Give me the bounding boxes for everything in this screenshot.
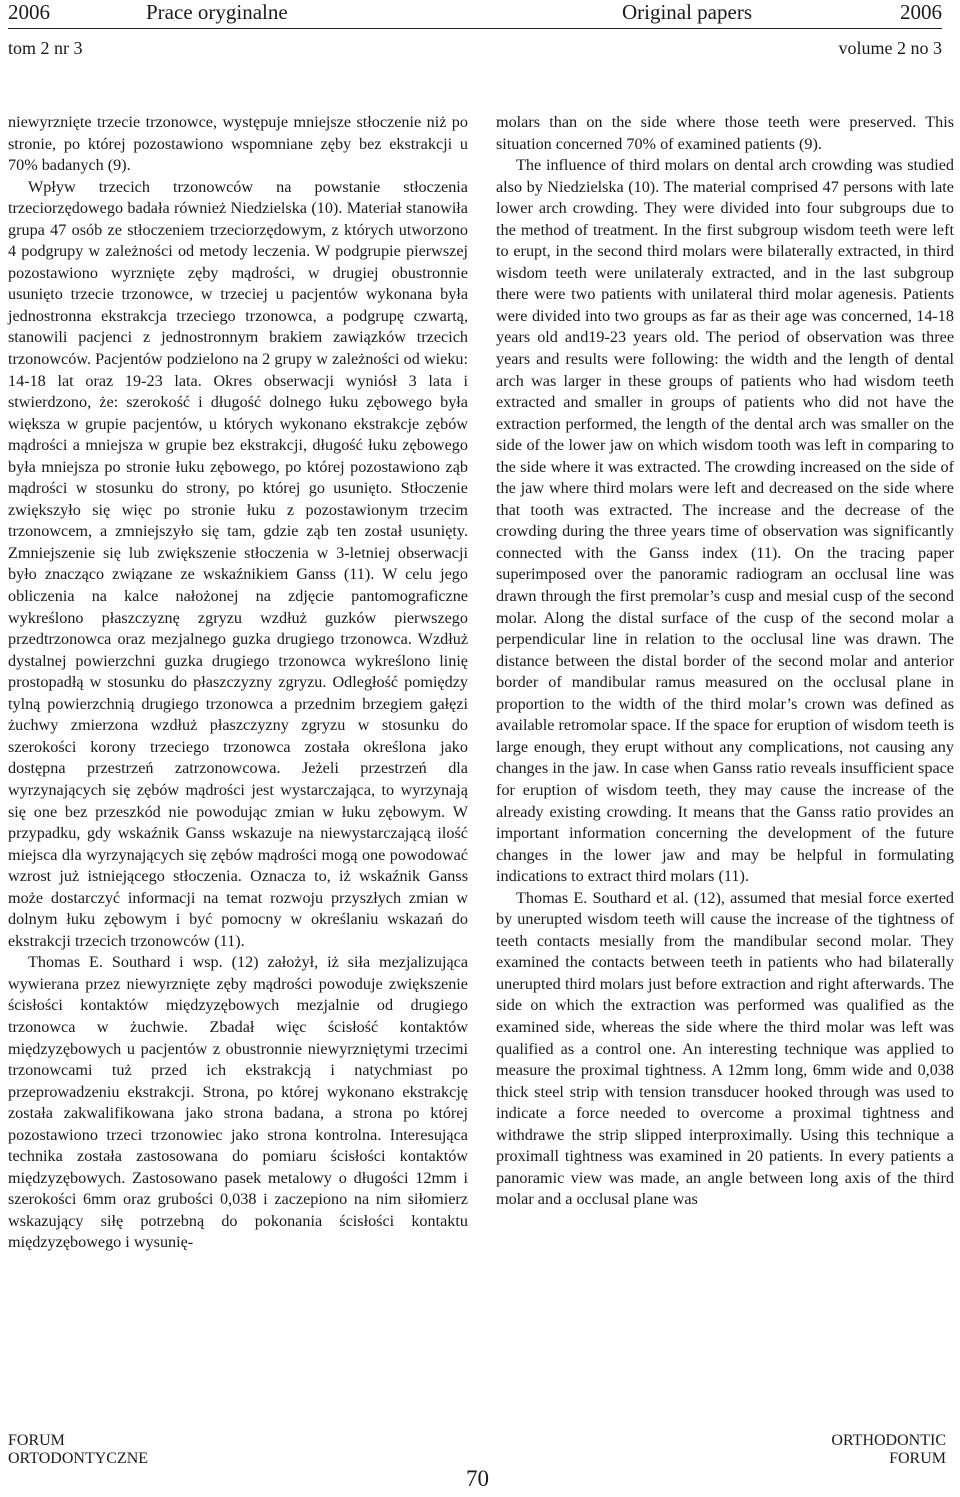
header-rule	[8, 28, 942, 29]
header-section-en: Original papers	[621, 0, 752, 24]
left-column-polish	[8, 112, 468, 1254]
header-section-pl: Prace oryginalne	[146, 0, 288, 24]
right-paragraph-2: The influence of third molars on dental arch crowding was studied also by Niedzielska (10). The material comprised 47 persons with late lower arch crowding. They were divided into four subgroups due to the method of treatment. In the first subgroup wisdom teeth were left to erupt, in the second third molars were bilaterally extracted, in third wisdom teeth were unilateraly extracted, and in the last subgroup there were two patients with unilateral third molar agenesis. Patients were divided into two groups as far as their age was concerned, 14-18 years old and19-23 years old. The period of observation was three years and results were following: the width and the length of dental arch was larger in these groups of patients who had wisdom teeth extracted and smaller in groups of patients who did not have the extraction performed, the length of the dental arch was smaller on the side of the lower jaw on which wisdom tooth was left in comparing to the side where it was extracted. The crowding increased on the side of the jaw where third molars were left and decreased on the side where that tooth was extracted. The increase and the decrease of the crowding during the three years time of observation was significantly connected with the Ganss index (11). On the tracing paper superimposed over the panoramic radiogram an occlusal line was drawn through the first premolar’s cusp and mesial cusp of the second molar. Along the distal surface of the cusp of the second molar a perpendicular line in relation to the occlusal line was drawn. The distance between the distal border of the second molar and anterior border of mandibular ramus measured on the occlusal plane in proportion to the width of the third molar’s crown was defined as available retromolar space. If the space for eruption of wisdom teeth is large enough, they erupt without any complications, not causing any changes in the jaw. In case when Ganss ratio reveals insufficient space for eruption of wisdom teeth, they may cause the increase of the already existing crowding. It means that the Ganss ratio provides an important information concerning the development of the future changes in the lower jaw and may be helpful in formulating indications to extract third molars (11).	[496, 156, 954, 886]
footer-right-line-1: ORTHODONTIC	[831, 1432, 946, 1449]
header-issue-pl: tom 2 nr 3	[8, 38, 83, 58]
header-year-right: 2006	[900, 0, 942, 24]
footer-left-line-2: ORTODONTYCZNE	[8, 1450, 149, 1467]
issue-line	[8, 38, 942, 59]
footer-journal-en	[831, 1432, 946, 1468]
left-paragraph-2: Wpływ trzecich trzonowców na powstanie stłoczenia trzeciorzędowego badała również Niedzielska (10). Materiał stanowiła grupa 47 osób ze stłoczeniem trzeciorzędowym, z których utworzono 4 podgrupy w zależności od metody leczenia. W podgrupie pierwszej pozostawiono wyrznięte zęby mądrości, w drugiej obustronnie usunięto trzecie trzonowce, w trzeciej u pacjentów wykonana była jednostronna ekstrakcja trzeciego trzonowca, a podgrupę czwartą, stanowili pacjenci z jednostronnym brakiem zawiązków trzecich trzonowców. Pacjentów podzielono na 2 grupy w zależności od wieku: 14-18 lat oraz 19-23 lata. Okres obserwacji wyniósł 3 lata i stwierdzono, że: szerokość i długość dolnego łuku zębowego była większa w grupie pacjentów, u których wykonano ekstrakcje zębów mądrości a mniejsza w grupie bez ekstrakcji, długość łuku zębowego była mniejsza po stronie łuku zębowego, po której pozostawiono ząb mądrości w stosunku do strony, po której go usunięto. Stłoczenie zwiększyło się więc po stronie łuku z pozostawionym trzecim trzonowcem, a zmniejszyło się tam, gdzie ząb ten został usunięty. Zmniejszenie się lub zwiększenie stłoczenia w 3-letniej obserwacji było znacząco związane ze wskaźnikiem Ganss (11). W celu jego obliczenia na kalce nałożonej na zdjęcie pantomograficzne wykreślono płaszczyznę zgryzu wzdłuż guzków pierwszego przedtrzonowca oraz mezjalnego guzka drugiego trzonowca. Wzdłuż dystalnej powierzchni guzka drugiego trzonowca wykreślono linię prostopadłą w stosunku do płaszczyzny zgryzu. Odległość pomiędzy tylną powierzchnią drugiego trzonowca a przednim brzegiem gałęzi żuchwy zmierzona wzdłuż płaszczyzny zgryzu w stosunku do szerokości korony trzeciego trzonowca została określona jako dostępna przestrzeń zatrzonowcowa. Jeżeli przestrzeń dla wyrzynających się zębów mądrości jest wystarczająca, to wyrzynają się one bez przeszkód nie powodując zmian w łuku zębowym. W przypadku, gdy wskaźnik Ganss wskazuje na niewystarczającą ilość miejsca dla wyrzynających się zębów mądrości mogą one powodować wzrost już istniejącego stłoczenia. Oznacza to, iż wskaźnik Ganss może dostarczyć informacji na temat rozwoju przyszłych zmian w dolnym łuku zębowym i być pomocny w określaniu wskazań do ekstrakcji trzecich trzonowców (11).	[8, 177, 468, 950]
left-paragraph-3: Thomas E. Southard i wsp. (12) założył, iż siła mezjalizująca wywierana przez niewyrznięte zęby mądrości powoduje zwiększenie ścisłości kontaktów międzyzębowych mezjalnie od drugiego trzonowca w żuchwie. Zbadał więc ścisłość kontaktów międzyzębowych u pacjentów z obustronnie niewyrzniętymi trzecimi trzonowcami tuż przed ich ekstrakcją i natychmiast po przeprowadzeniu ekstrakcji. Strona, po której wykonano ekstrakcję została zakwalifikowana jako strona badana, a strona po której pozostawiono trzeci trzonowiec jako strona kontrolna. Interesująca technika została zastosowana do pomiaru ścisłości kontaktów międzyzębowych. Zastosowano pasek metalowy o długości 12mm i szerokości 6mm oraz grubości 0,038 i zaczepiono na nim siłomierz wskazujący siłę potrzebną do pokonania ścisłości kontaktu międzyzębowego i wysunię-	[8, 953, 468, 1252]
header-issue-en: volume 2 no 3	[838, 38, 942, 58]
right-column-english	[496, 112, 954, 1211]
left-paragraph-1: niewyrznięte trzecie trzonowce, występuje mniejsze stłoczenie niż po stronie, po której pozostawiono wspomniane zęby bez ekstrakcji u 70% badanych (9).	[8, 113, 468, 175]
footer-right-line-2: FORUM	[889, 1450, 946, 1467]
header-section-titles	[50, 0, 900, 25]
footer-left-line-1: FORUM	[8, 1432, 65, 1449]
right-paragraph-3: Thomas E. Southard et al. (12), assumed that mesial force exerted by unerupted wisdom teeth will cause the increase of the tightness of teeth contacts mesially from the mandibular second molar. They examined the contacts between teeth in patients who had bilaterally unerupted third molars just before extraction and right afterwards. The side on which the extraction was performed was qualified as the examined side, whereas the side where the third molar was left was qualified as a control one. An interesting technique was applied to measure the proximal tightness. A 12mm long, 6mm wide and 0,038 thick steel strip with tension transducer hooked through was used to indicate a force needed to overcome a proximal tightness and withdrawe the strip slipped interproximally. Using this technique a proximall tightness was examined in 20 patients. In every patients a panoramic view was made, an angle between long axis of the third molar and a occlusal plane was	[496, 888, 954, 1209]
page-number: 70	[466, 1466, 489, 1491]
running-header	[8, 0, 942, 26]
right-paragraph-1: molars than on the side where those teeth were preserved. This situation concerned 70% of examined patients (9).	[496, 113, 954, 153]
footer-journal-pl	[8, 1432, 148, 1468]
header-year-left: 2006	[8, 0, 50, 24]
